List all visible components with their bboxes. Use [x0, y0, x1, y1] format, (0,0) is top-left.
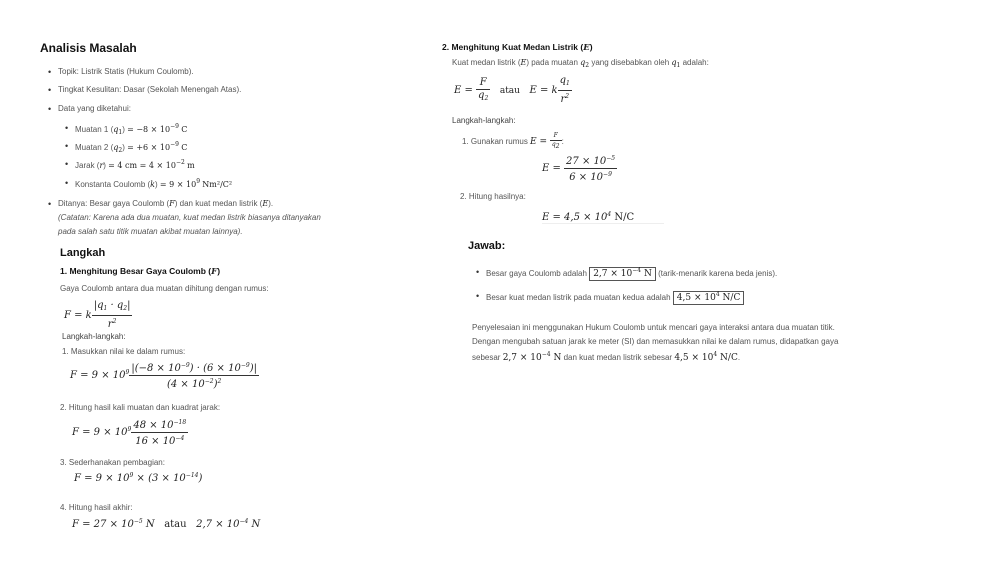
- summary-line-2: Dengan mengubah satuan jarak ke meter (SI) dan memasukkan nilai ke dalam rumus, didapatkan gaya: [472, 337, 839, 346]
- topik-item: • Topik: Listrik Statis (Hukum Coulomb).: [58, 67, 194, 76]
- catatan-line-1: (Catatan: Karena ada dua muatan, kuat medan listrik biasanya ditanyakan: [58, 213, 321, 222]
- jarak-item: • Jarak (r) = 4 cm = $4 \times 10^{-2}$ m: [75, 159, 195, 170]
- formula-product: $F = 9 \times 10^9$ $\frac{48 \times 10^{-18}}{16 \times 10^{-4}}$: [72, 419, 187, 447]
- answer-force: • Besar gaya Coulomb adalah $2,7 \times 10^{-4}$ N (tarik-menarik karena beda jenis).: [486, 267, 777, 279]
- summary-line-1: Penyelesaian ini menggunakan Hukum Coulomb untuk mencari gaya interaksi antara dua muatan titik.: [472, 323, 835, 332]
- field-substitution: E = $\frac{27 \times 10^{-5}}{6 \times 10^{-9}}$: [542, 155, 616, 183]
- step2-title: 2. Menghitung Kuat Medan Listrik (E): [442, 42, 593, 53]
- muatan1-item: • Muatan 1 $(q_1) = -8 \times 10^{-9}$ C: [75, 123, 187, 136]
- field-result: $E = 4,5 \times 10^4$ N/C: [542, 211, 664, 224]
- section-title-analisis: Analisis Masalah: [40, 41, 137, 55]
- sub-step-2: 2. Hitung hasil kali muatan dan kuadrat jarak:: [60, 403, 221, 412]
- data-item: • Data yang diketahui:: [58, 104, 131, 113]
- step1-desc: Gaya Coulomb antara dua muatan dihitung dengan rumus:: [60, 284, 269, 293]
- sub-step-3: 3. Sederhanakan pembagian:: [60, 458, 165, 467]
- summary-line-3: sebesar $2,7 \times 10^{-4}$ N dan kuat medan listrik sebesar $4,5 \times 10^4$ N/C.: [472, 351, 741, 363]
- right-sub-step-1: 1. Gunakan rumus E = $\frac{F}{q2}$ :: [462, 132, 564, 150]
- sub-step-4: 4. Hitung hasil akhir:: [60, 503, 133, 512]
- ditanya-item: • Ditanya: Besar gaya Coulomb (F) dan kuat medan listrik (E).: [58, 199, 273, 208]
- langkah-title: Langkah: [60, 247, 106, 259]
- formula-substitution: $F = 9 \times 10^9$ $\frac{|(-8 \times 10^{-9}) \cdot (6 \times 10^{-9})|}{(4 \times 10^{-2})^2}$: [70, 362, 257, 390]
- tingkat-item: • Tingkat Kesulitan: Dasar (Sekolah Menengah Atas).: [58, 85, 241, 94]
- coulomb-formula: F = k $\frac{|q_1 \cdot q_2|}{r^2}$: [64, 300, 131, 330]
- muatan2-item: • Muatan 2 $(q_2) = +6 \times 10^{-9}$ C: [75, 141, 187, 154]
- answer-field: • Besar kuat medan listrik pada muatan kedua adalah $4,5 \times 10^4$ N/C: [486, 291, 744, 303]
- right-sub-step-2: 2. Hitung hasilnya:: [460, 192, 526, 201]
- step2-desc: Kuat medan listrik (E) pada muatan $q_2$ yang disebabkan oleh $q_1$ adalah:: [452, 58, 709, 69]
- catatan-line-2: pada salah satu titik muatan akibat muatan lainnya).: [58, 227, 243, 236]
- formula-result: $F = 27 \times 10^{-5}$ N atau $2,7 \times 10^{-4}$ N: [72, 518, 261, 530]
- langkah-langkah-left: Langkah-langkah:: [62, 332, 126, 341]
- konstanta-item: • Konstanta Coulomb $(k) = 9 \times 10^9$ Nm²/C²: [75, 178, 232, 189]
- langkah-langkah-right: Langkah-langkah:: [452, 116, 516, 125]
- formula-division: $F = 9 \times 10^9 \times (3 \times 10^{-14})$: [74, 472, 203, 484]
- step1-title: 1. Menghitung Besar Gaya Coulomb (F): [60, 266, 221, 277]
- sub-step-1: 1. Masukkan nilai ke dalam rumus:: [62, 347, 186, 356]
- jawab-title: Jawab:: [468, 240, 506, 252]
- field-formula: E = $\frac{F}{q_2}$ atau E = k $\frac{q_1}{r^2}$: [454, 75, 570, 105]
